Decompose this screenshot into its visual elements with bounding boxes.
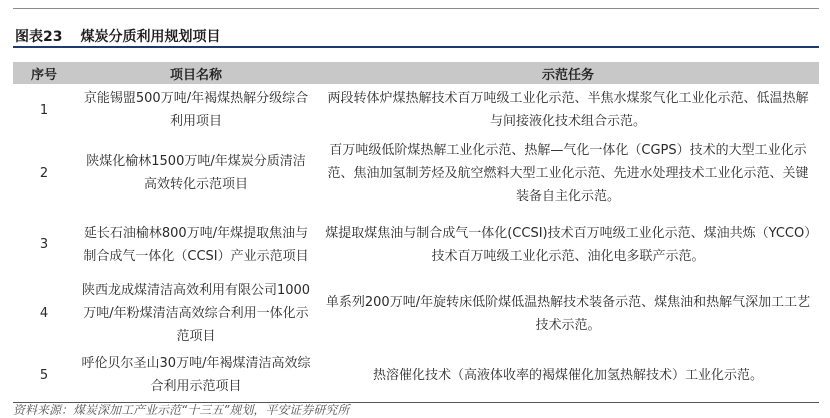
cell-no: 3 xyxy=(39,237,49,252)
cell-no: 1 xyxy=(39,102,49,118)
table-row xyxy=(13,348,819,403)
cell-project-name: 呼伦贝尔圣山30万吨/年褐煤清洁高效综合利用示范项目 xyxy=(75,348,317,403)
figure-label: 图表23 xyxy=(15,29,63,45)
cell-task: 热溶催化技术（高液体收率的褐煤催化加氢热解技术）工业化示范。 xyxy=(317,348,819,403)
cell-project-name: 陕西龙成煤清洁高效利用有限公司1000万吨/年粉煤清洁高效综合利用一体化示范项目 xyxy=(81,283,311,344)
cell-task: 百万吨级低阶煤热解工业化示范、热解—气化一体化（CGPS）技术的大型工业化示范、焦油加氢制芳烃及航空燃料大型工业化示范、先进水处理技术工业化示范、关键装备自主化示范。 xyxy=(327,142,809,204)
source-note: 资料来源：煤炭深加工产业示范“十三五”规划，平安证券研究所 xyxy=(13,403,350,417)
cell-project-name: 延长石油榆林800万吨/年煤提取焦油与制合成气一体化（CCSI）产业示范项目 xyxy=(83,225,309,264)
top-rule xyxy=(13,8,819,9)
table-row xyxy=(13,136,819,210)
cell-task: 单系列200万吨/年旋转床低阶煤低温热解技术装备示范、煤焦油和热解气深加工工艺技术示范。 xyxy=(325,294,811,333)
table-row xyxy=(13,279,819,348)
cell-project-name: 京能锡盟500万吨/年褐煤热解分级综合利用项目 xyxy=(83,91,309,129)
projects-table xyxy=(13,62,819,403)
header-task: 示范任务 xyxy=(317,62,819,84)
cell-no: 5 xyxy=(13,348,75,403)
cell-task: 两段转体炉煤热解技术百万吨级工业化示范、半焦水煤浆气化工业化示范、低温热解与间接液化技术组合示范。 xyxy=(327,91,809,129)
cell-no: 4 xyxy=(39,306,49,321)
figure-title-text: 煤炭分质利用规划项目 xyxy=(80,29,221,45)
table-header-row xyxy=(13,62,819,84)
figure-title xyxy=(15,26,220,46)
table-row xyxy=(13,84,819,136)
header-project-name: 项目名称 xyxy=(75,62,317,84)
header-no: 序号 xyxy=(13,62,75,84)
cell-no: 2 xyxy=(39,165,49,181)
cell-project-name: 陕煤化榆林1500万吨/年煤炭分质清洁高效转化示范项目 xyxy=(86,154,306,192)
cell-task: 煤提取煤焦油与制合成气一体化(CCSI)技术百万吨级工业化示范、煤油共炼（YCCO）技术百万吨级工业化示范、油化电多联产示范。 xyxy=(325,225,811,264)
figure-title-bar xyxy=(13,24,819,48)
table-row xyxy=(13,210,819,279)
